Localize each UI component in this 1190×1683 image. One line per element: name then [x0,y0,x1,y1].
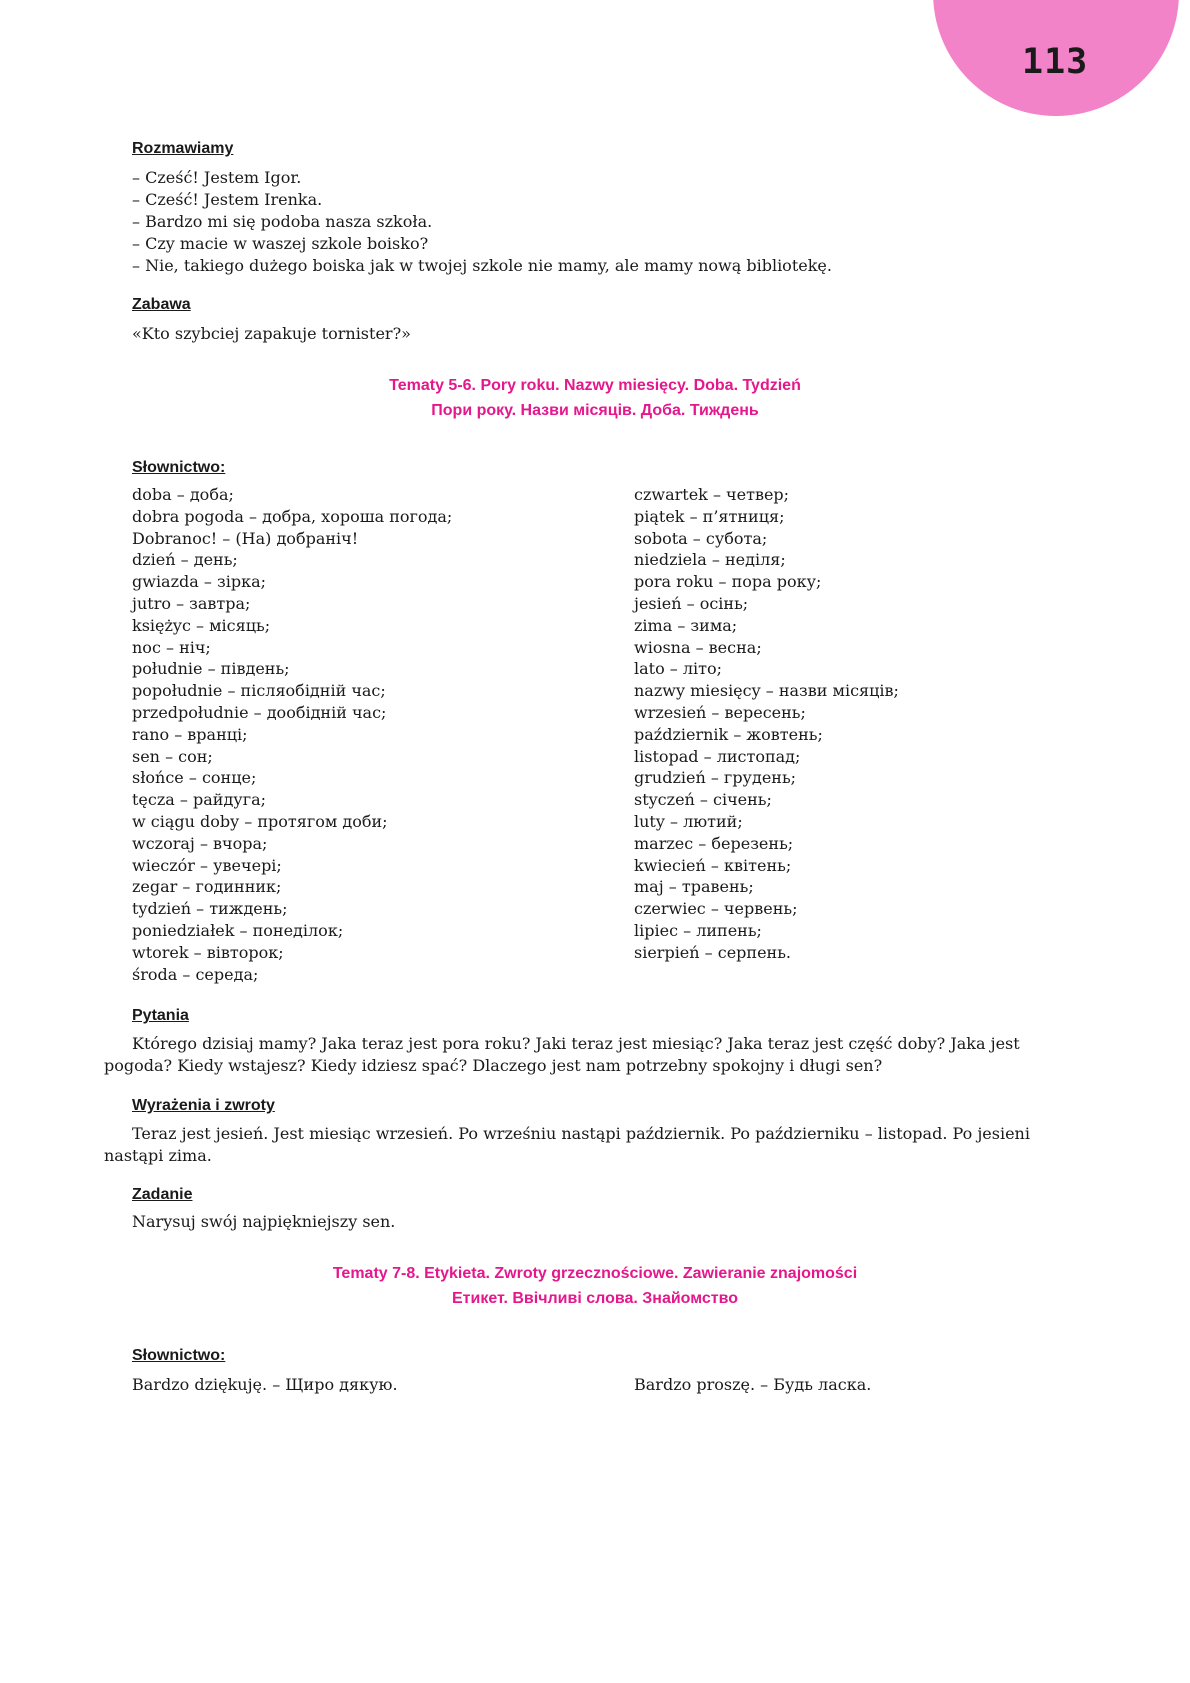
vocabulary-item: przedpołudnie – дообідній час; [132,702,387,722]
vocabulary-item: czwartek – четвер; [634,485,790,504]
page-number: 113 [1022,42,1089,82]
vocabulary-item: maj – травень; [634,877,754,897]
vocabulary-item: zegar – годинник; [132,877,282,897]
pytania-heading: Pytania [132,1007,189,1024]
slownictwo-heading: Słownictwo: [132,1347,226,1364]
wyrazenia-text: Teraz jest jesień. Jest miesiąc wrzesień. Po wrześniu nastąpi październik. Po październiku – listopad. Po jesieni nastąpi zima. [104,1124,1030,1165]
vocabulary-item: wtorek – вівторок; [132,942,284,962]
vocabulary-item: piątek – п’ятниця; [634,506,785,526]
vocabulary-item: doba – доба; [132,485,234,504]
vocabulary-item: południe – південь; [132,659,290,679]
dialogue-line: – Bardzo mi się podoba nasza szkoła. [132,212,433,231]
vocabulary-item: w ciągu doby – протягом доби; [132,811,388,831]
topic-title-polish: Tematy 5-6. Pory roku. Nazwy miesięcy. Doba. Tydzień [389,377,801,394]
vocabulary-item: popołudnie – післяобідній час; [132,681,386,701]
dialogue-line: – Cześć! Jestem Irenka. [132,190,323,209]
vocabulary-item: środa – середа; [132,964,259,984]
vocabulary-item: dzień – день; [132,550,238,570]
vocabulary-item: sierpień – серпень. [634,942,792,962]
vocabulary-item: noc – ніч; [132,637,211,657]
vocabulary-item: poniedziałek – понеділок; [132,920,344,940]
vocabulary-item: gwiazda – зірка; [132,572,266,592]
vocabulary-list-left [132,484,452,985]
vocabulary-item: październik – жовтень; [634,724,823,744]
vocabulary-item: nazwy miesięcy – назви місяців; [634,681,899,701]
vocabulary-item: styczeń – січень; [634,790,772,810]
vocabulary-item: wiosna – весна; [634,637,762,657]
vocabulary-item: słońce – сонце; [132,768,257,788]
vocabulary-item: Bardzo dziękuję. – Щиро дякую. [132,1375,398,1394]
vocabulary-item: tydzień – тиждень; [132,899,288,919]
vocabulary-item: jesień – осінь; [634,593,749,613]
dialogue-line: – Cześć! Jestem Igor. [132,168,302,187]
vocabulary-item: pora roku – пора року; [634,572,822,592]
vocabulary-item: kwiecień – квітень; [634,855,792,875]
pytania-text: Którego dzisiaj mamy? Jaka teraz jest pora roku? Jaki teraz jest miesiąc? Jaka teraz jest część doby? Jaka jest pogoda? Kiedy wstajesz? Kiedy idziesz spać? Dlaczego jest nam potrzebny spokojny i długi sen? [104,1034,1020,1075]
vocabulary-item: rano – вранці; [132,724,248,744]
zabawa-heading: Zabawa [132,296,191,313]
vocabulary-item: dobra pogoda – добра, хороша погода; [132,506,453,526]
vocabulary-item: jutro – завтра; [132,593,251,613]
vocabulary-item: Dobranoc! – (На) добраніч! [132,528,359,548]
vocabulary-list-right [634,484,899,964]
zadanie-text: Narysuj swój najpiękniejszy sen. [132,1212,396,1231]
vocabulary-item: zima – зима; [634,615,738,635]
topic-title-ukrainian: Етикет. Ввічливі слова. Знайомство [452,1290,738,1307]
zabawa-text: «Kto szybciej zapakuje tornister?» [132,324,411,343]
vocabulary-item: księżyc – місяць; [132,615,271,635]
topic-title-ukrainian: Пори року. Назви місяців. Доба. Тиждень [431,402,759,419]
vocabulary-item: wrzesień – вересень; [634,702,806,722]
vocabulary-item: tęcza – райдуга; [132,790,267,810]
vocabulary-item: sen – сон; [132,746,213,766]
vocabulary-item: lato – літо; [634,659,723,679]
rozmawiamy-heading: Rozmawiamy [132,140,234,157]
vocabulary-item: niedziela – неділя; [634,550,786,570]
vocabulary-item: listopad – листопад; [634,746,801,766]
vocabulary-item: grudzień – грудень; [634,768,797,788]
vocabulary-item: wczoraj – вчора; [132,833,268,853]
vocabulary-item: wieczór – увечері; [132,855,282,875]
vocabulary-item: sobota – субота; [634,528,768,548]
dialogue-line: – Nie, takiego dużego boiska jak w twojej szkole nie mamy, ale mamy nową bibliotekę. [132,256,832,275]
wyrazenia-heading: Wyrażenia i zwroty [132,1097,275,1114]
slownictwo-heading: Słownictwo: [132,459,226,476]
vocabulary-item: czerwiec – червень; [634,899,798,919]
dialogue-line: – Czy macie w waszej szkole boisko? [132,234,429,253]
vocabulary-item: Bardzo proszę. – Будь ласка. [634,1375,872,1394]
vocabulary-item: marzec – березень; [634,833,794,853]
topic-title-polish: Tematy 7-8. Etykieta. Zwroty grzecznościowe. Zawieranie znajomości [332,1265,858,1282]
zadanie-heading: Zadanie [132,1186,193,1203]
vocabulary-item: lipiec – липень; [634,920,762,940]
vocabulary-item: luty – лютий; [634,811,743,831]
